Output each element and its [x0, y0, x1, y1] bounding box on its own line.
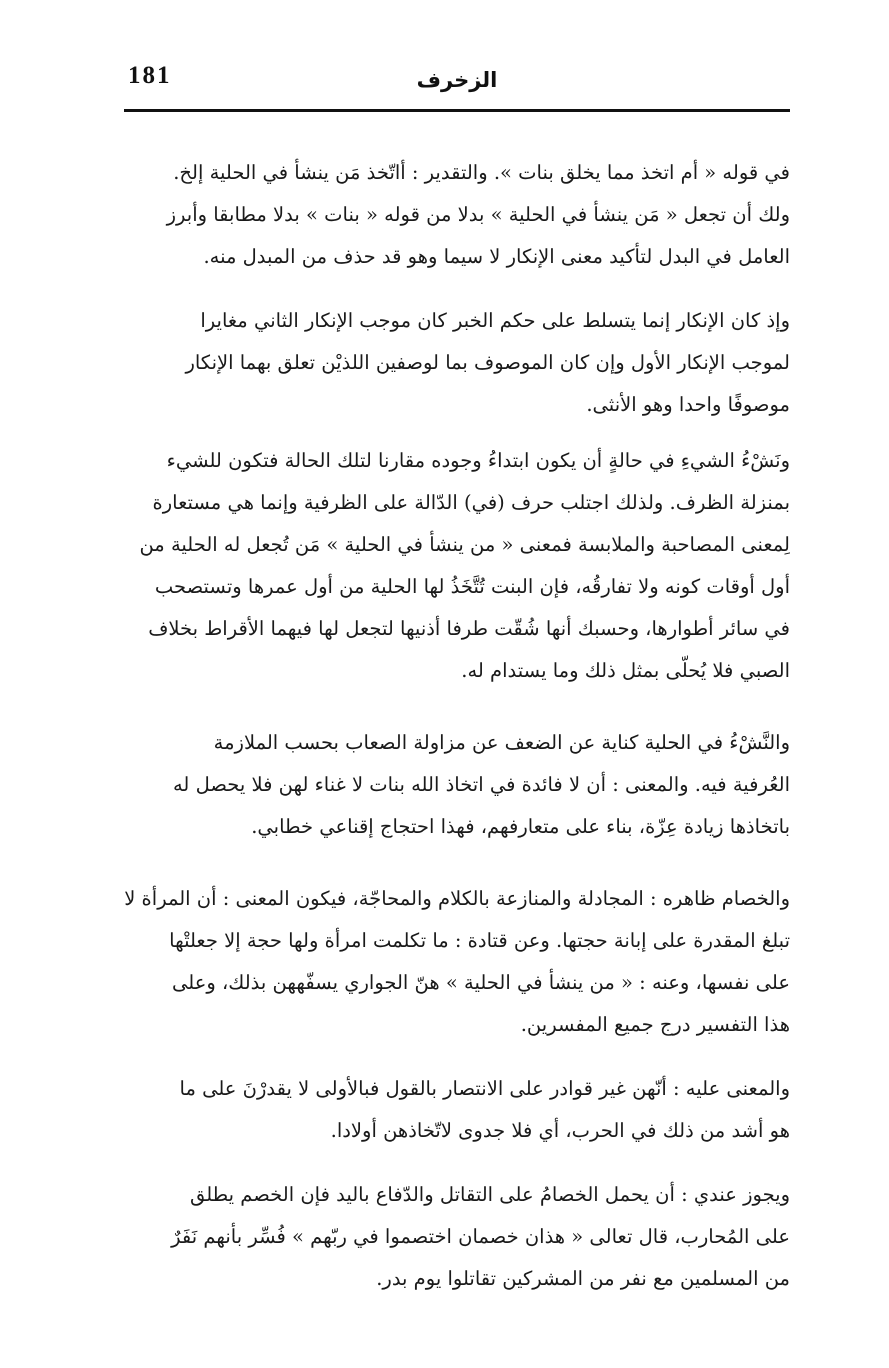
text-line: والمعنى عليه : أنّهن غير قوادر على الانتصار بالقول فبالأولى لا يقدرْنَ على ما	[179, 1077, 790, 1100]
text-line: أول أوقات كونه ولا تفارقُه، فإن البنت تُتَّخَذُ لها الحلية من أول عمرها وتستصحب	[154, 575, 790, 598]
text-line: هو أشد من ذلك في الحرب، أي فلا جدوى لاتّخاذهن أولادا.	[330, 1119, 790, 1142]
text-line: ونَشْءُ الشيءِ في حالةٍ أن يكون ابتداءُ وجوده مقارنا لتلك الحالة فتكون للشيء	[166, 449, 790, 472]
text-line: وإذ كان الإنكار إنما يتسلط على حكم الخبر كان موجب الإنكار الثاني مغايرا	[200, 309, 790, 332]
running-title: الزخرف	[416, 68, 498, 92]
text-body	[124, 152, 790, 1300]
header-rule	[124, 109, 790, 112]
text-line: في سائر أطوارها، وحسبك أنها شُقّت طرفا أذنيها لتجعل لها فيهما الأقراط بخلاف	[148, 617, 790, 640]
text-line: والخصام ظاهره : المجادلة والمنازعة بالكلام والمحاجّة، فيكون المعنى : أن المرأة لا	[124, 887, 790, 910]
text-line: لموجب الإنكار الأول وإن كان الموصوف بما لوصفين اللذيْن تعلق بهما الإنكار	[185, 351, 790, 374]
text-line: هذا التفسير درج جميع المفسرين.	[520, 1013, 790, 1036]
text-line: تبلغ المقدرة على إبانة حجتها. وعن قتادة : ما تكلمت امرأة ولها حجة إلا جعلتْها	[169, 929, 790, 952]
text-line: على المُحارب، قال تعالى « هذان خصمان اختصموا في ربّهم » فُسِّر بأنهم نَفَرٌ	[171, 1225, 790, 1248]
text-line: العُرفية فيه. والمعنى : أن لا فائدة في اتخاذ الله بنات لا غناء لهن فلا يحصل له	[172, 773, 790, 796]
text-line: لِمعنى المصاحبة والملابسة فمعنى « من ينشأ في الحلية » مَن تُجعل له الحلية من	[139, 533, 790, 556]
paragraph	[124, 152, 790, 278]
text-line: بمنزلة الظرف. ولذلك اجتلب حرف (في) الدّالة على الظرفية وإنما هي مستعارة	[152, 491, 790, 514]
text-line: ويجوز عندي : أن يحمل الخصامُ على التقاتل والدّفاع باليد فإن الخصم يطلق	[189, 1183, 790, 1206]
paragraph	[124, 722, 790, 848]
text-line: الصبي فلا يُحلّى بمثل ذلك وما يستدام له.	[461, 659, 790, 682]
text-line: موصوفًا واحدا وهو الأنثى.	[586, 393, 790, 416]
paragraph	[124, 1068, 790, 1152]
text-line: ولك أن تجعل « مَن ينشأ في الحلية » بدلا من قوله « بنات » بدلا مطابقا وأبرز	[166, 203, 790, 226]
paragraph	[124, 440, 790, 692]
page-header	[124, 58, 790, 106]
text-line: في قوله « أم اتخذ مما يخلق بنات ». والتقدير : أاتّخذ مَن ينشأ في الحلية إلخ.	[173, 161, 790, 184]
paragraph	[124, 878, 790, 1046]
text-line: والنَّشْءُ في الحلية كناية عن الضعف عن مزاولة الصعاب بحسب الملازمة	[213, 731, 790, 754]
paragraph	[124, 1174, 790, 1300]
paragraph	[124, 300, 790, 426]
text-line: من المسلمين مع نفر من المشركين تقاتلوا يوم بدر.	[376, 1267, 790, 1290]
page-number: 181	[128, 62, 172, 89]
text-line: على نفسها، وعنه : « من ينشأ في الحلية » هنّ الجواري يسفّههن بذلك، وعلى	[172, 971, 790, 994]
text-line: العامل في البدل لتأكيد معنى الإنكار لا سيما وهو قد حذف من المبدل منه.	[203, 245, 790, 268]
text-line: باتخاذها زيادة عِزّة، بناء على متعارفهم، فهذا احتجاج إقناعي خطابي.	[251, 815, 790, 838]
